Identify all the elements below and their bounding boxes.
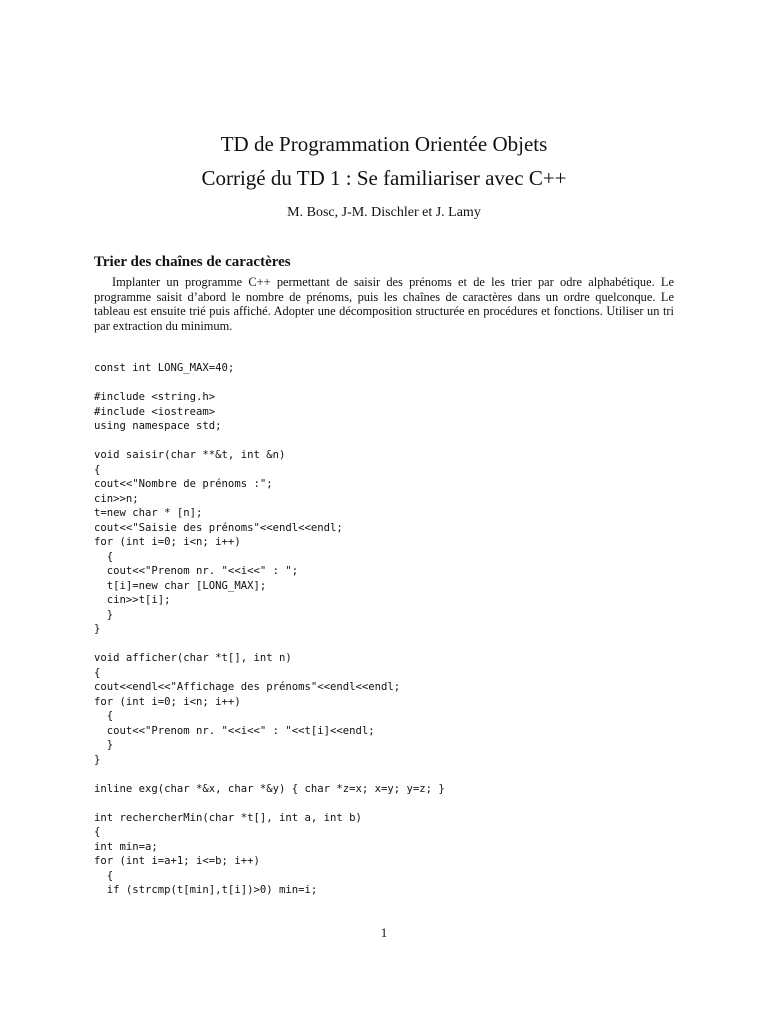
code-line: { <box>94 826 101 838</box>
code-line: cin>>n; <box>94 492 139 505</box>
code-line: if (strcmp(t[min],t[i])>0) min=i; <box>94 884 318 896</box>
authors: M. Bosc, J-M. Dischler et J. Lamy <box>287 205 481 220</box>
intro-paragraph: Implanter un programme C++ permettant de saisir des prénoms et de les trier par odre alphabétique. Le programme saisit d’abord le nombre de prénoms, puis les chaînes de caractères dans un ordre quelconque. Le tableau est ensuite trié puis affiché. Adopter une décomposition structurée en procédures et fonctions. Utiliser un tri par extraction du minimum. <box>94 275 674 333</box>
code-line: #include <string.h> <box>94 391 216 403</box>
code-line: inline exg(char *&x, char *&y) { char *z=x; x=y; y=z; } <box>94 782 445 795</box>
code-line: cout<<"Nombre de prénoms :"; <box>94 478 273 490</box>
code-listing <box>94 361 445 898</box>
code-line: for (int i=a+1; i<=b; i++) <box>94 855 260 867</box>
code-line: { <box>94 666 101 679</box>
code-line: } <box>94 623 101 635</box>
code-line: for (int i=0; i<n; i++) <box>94 695 241 708</box>
code-line: { <box>94 710 114 722</box>
code-line: { <box>94 550 114 563</box>
code-line: int rechercherMin(char *t[], int a, int b) <box>94 811 362 824</box>
section-title: Trier des chaînes de caractères <box>94 254 291 270</box>
code-line: for (int i=0; i<n; i++) <box>94 536 241 548</box>
code-line: { <box>94 463 101 476</box>
code-line: cout<<"Saisie des prénoms"<<endl<<endl; <box>94 521 343 534</box>
code-line: t=new char * [n]; <box>94 507 203 519</box>
code-line: cout<<endl<<"Affichage des prénoms"<<endl<<endl; <box>94 681 401 693</box>
page-number: 1 <box>380 925 388 940</box>
code-line: cin>>t[i]; <box>94 594 171 606</box>
code-line: int min=a; <box>94 840 158 853</box>
code-line: const int LONG_MAX=40; <box>94 362 235 374</box>
document-title: TD de Programmation Orientée Objets <box>220 132 548 156</box>
code-line: cout<<"Prenom nr. "<<i<<" : "<<t[i]<<endl; <box>94 724 375 737</box>
code-line: } <box>94 753 101 766</box>
code-line: } <box>94 608 114 621</box>
code-line: void saisir(char **&t, int &n) <box>94 449 286 461</box>
document-subtitle: Corrigé du TD 1 : Se familiariser avec C++ <box>201 166 567 190</box>
code-line: #include <iostream> <box>94 405 216 418</box>
code-line: using namespace std; <box>94 420 222 432</box>
code-line: cout<<"Prenom nr. "<<i<<" : "; <box>94 565 299 577</box>
code-line: } <box>94 739 114 751</box>
code-line: { <box>94 869 114 882</box>
code-line: void afficher(char *t[], int n) <box>94 652 292 664</box>
code-line: t[i]=new char [LONG_MAX]; <box>94 579 267 592</box>
